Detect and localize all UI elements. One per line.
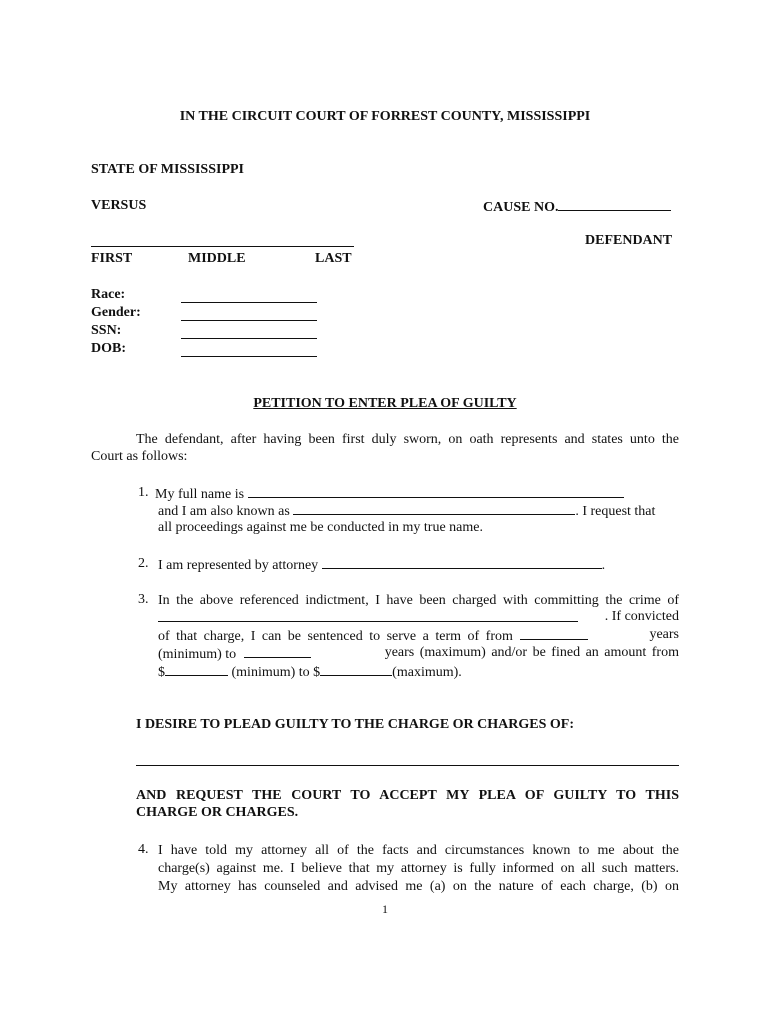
item1-number: 1. — [138, 485, 149, 500]
item1-text-c: . I request that — [575, 504, 656, 519]
item1-line-3: all proceedings against me be conducted in my true name. — [158, 520, 484, 535]
item4-line-1: I have told my attorney all of the facts and circumstances known to me about the — [158, 843, 679, 858]
item4-number: 4. — [138, 842, 149, 857]
defendant-label: DEFENDANT — [585, 233, 673, 248]
full-name-blank[interactable] — [248, 485, 624, 498]
item3-line5-a: $ — [158, 665, 165, 680]
item2-line — [158, 556, 605, 574]
cause-number-field[interactable] — [483, 198, 671, 216]
gender-label: Gender: — [91, 305, 141, 320]
item3-line-5 — [158, 663, 462, 681]
charges-blank[interactable] — [136, 765, 679, 766]
ssn-blank[interactable] — [181, 338, 317, 339]
item3-line5-c: (maximum). — [392, 665, 462, 680]
race-blank[interactable] — [181, 302, 317, 303]
min-years-blank[interactable] — [520, 627, 588, 640]
cause-label: CAUSE NO. — [483, 200, 559, 215]
page-number: 1 — [382, 902, 388, 916]
court-heading: IN THE CIRCUIT COURT OF FORREST COUNTY, MISSISSIPPI — [179, 109, 591, 124]
intro-line-2: Court as follows: — [91, 449, 188, 464]
item3-line2-end: . If convicted — [604, 609, 679, 624]
ssn-label: SSN: — [91, 323, 122, 338]
request-line-1: AND REQUEST THE COURT TO ACCEPT MY PLEA OF GUILTY TO THIS — [136, 788, 679, 803]
item3-line4-a: (minimum) to — [158, 647, 237, 662]
item1-text-b: and I am also known as — [158, 504, 290, 519]
item3-line3-a: of that charge, I can be sentenced to serve a term of from — [158, 629, 513, 644]
item3-line4-b: years (maximum) and/or be fined an amount from — [384, 645, 679, 660]
item2-number: 2. — [138, 556, 149, 571]
item2-text-a: I am represented by attorney — [158, 558, 319, 573]
petition-title: PETITION TO ENTER PLEA OF GUILTY — [253, 396, 517, 411]
alias-blank[interactable] — [293, 502, 575, 515]
desire-heading: I DESIRE TO PLEAD GUILTY TO THE CHARGE OR CHARGES OF: — [136, 717, 574, 732]
request-line-2: CHARGE OR CHARGES. — [136, 805, 299, 820]
item4-line-2: charge(s) against me. I believe that my attorney is fully informed on all such matters. — [158, 861, 679, 876]
item3-line5-b: (minimum) to $ — [231, 665, 321, 680]
item3-line3-b: years — [649, 627, 679, 642]
name-label-last: LAST — [315, 251, 352, 266]
gender-blank[interactable] — [181, 320, 317, 321]
cause-number-blank[interactable] — [558, 198, 671, 211]
max-fine-blank[interactable] — [320, 663, 392, 676]
item1-text-a: My full name is — [155, 487, 245, 502]
dob-label: DOB: — [91, 341, 126, 356]
state-label: STATE OF MISSISSIPPI — [91, 162, 245, 177]
item4-line-3: My attorney has counseled and advised me (a) on the nature of each charge, (b) on — [158, 879, 679, 894]
attorney-blank[interactable] — [322, 556, 602, 569]
item2-text-b: . — [601, 558, 606, 573]
name-label-middle: MIDDLE — [188, 251, 246, 266]
item1-line-2 — [158, 502, 655, 520]
item3-number: 3. — [138, 592, 149, 607]
name-label-first: FIRST — [91, 251, 133, 266]
dob-blank[interactable] — [181, 356, 317, 357]
max-years-blank[interactable] — [244, 645, 311, 658]
min-fine-blank[interactable] — [165, 663, 228, 676]
item3-line-4 — [158, 645, 679, 663]
item1-line-1 — [155, 485, 624, 503]
crime-blank[interactable] — [158, 609, 578, 622]
item3-line-2 — [158, 609, 679, 627]
item3-line-1: In the above referenced indictment, I have been charged with committing the crime of — [158, 593, 679, 608]
defendant-name-line[interactable] — [91, 246, 354, 247]
intro-line-1: The defendant, after having been first duly sworn, on oath represents and states unto the — [136, 432, 679, 447]
race-label: Race: — [91, 287, 126, 302]
versus-label: VERSUS — [91, 198, 147, 213]
item3-line-3 — [158, 627, 679, 645]
